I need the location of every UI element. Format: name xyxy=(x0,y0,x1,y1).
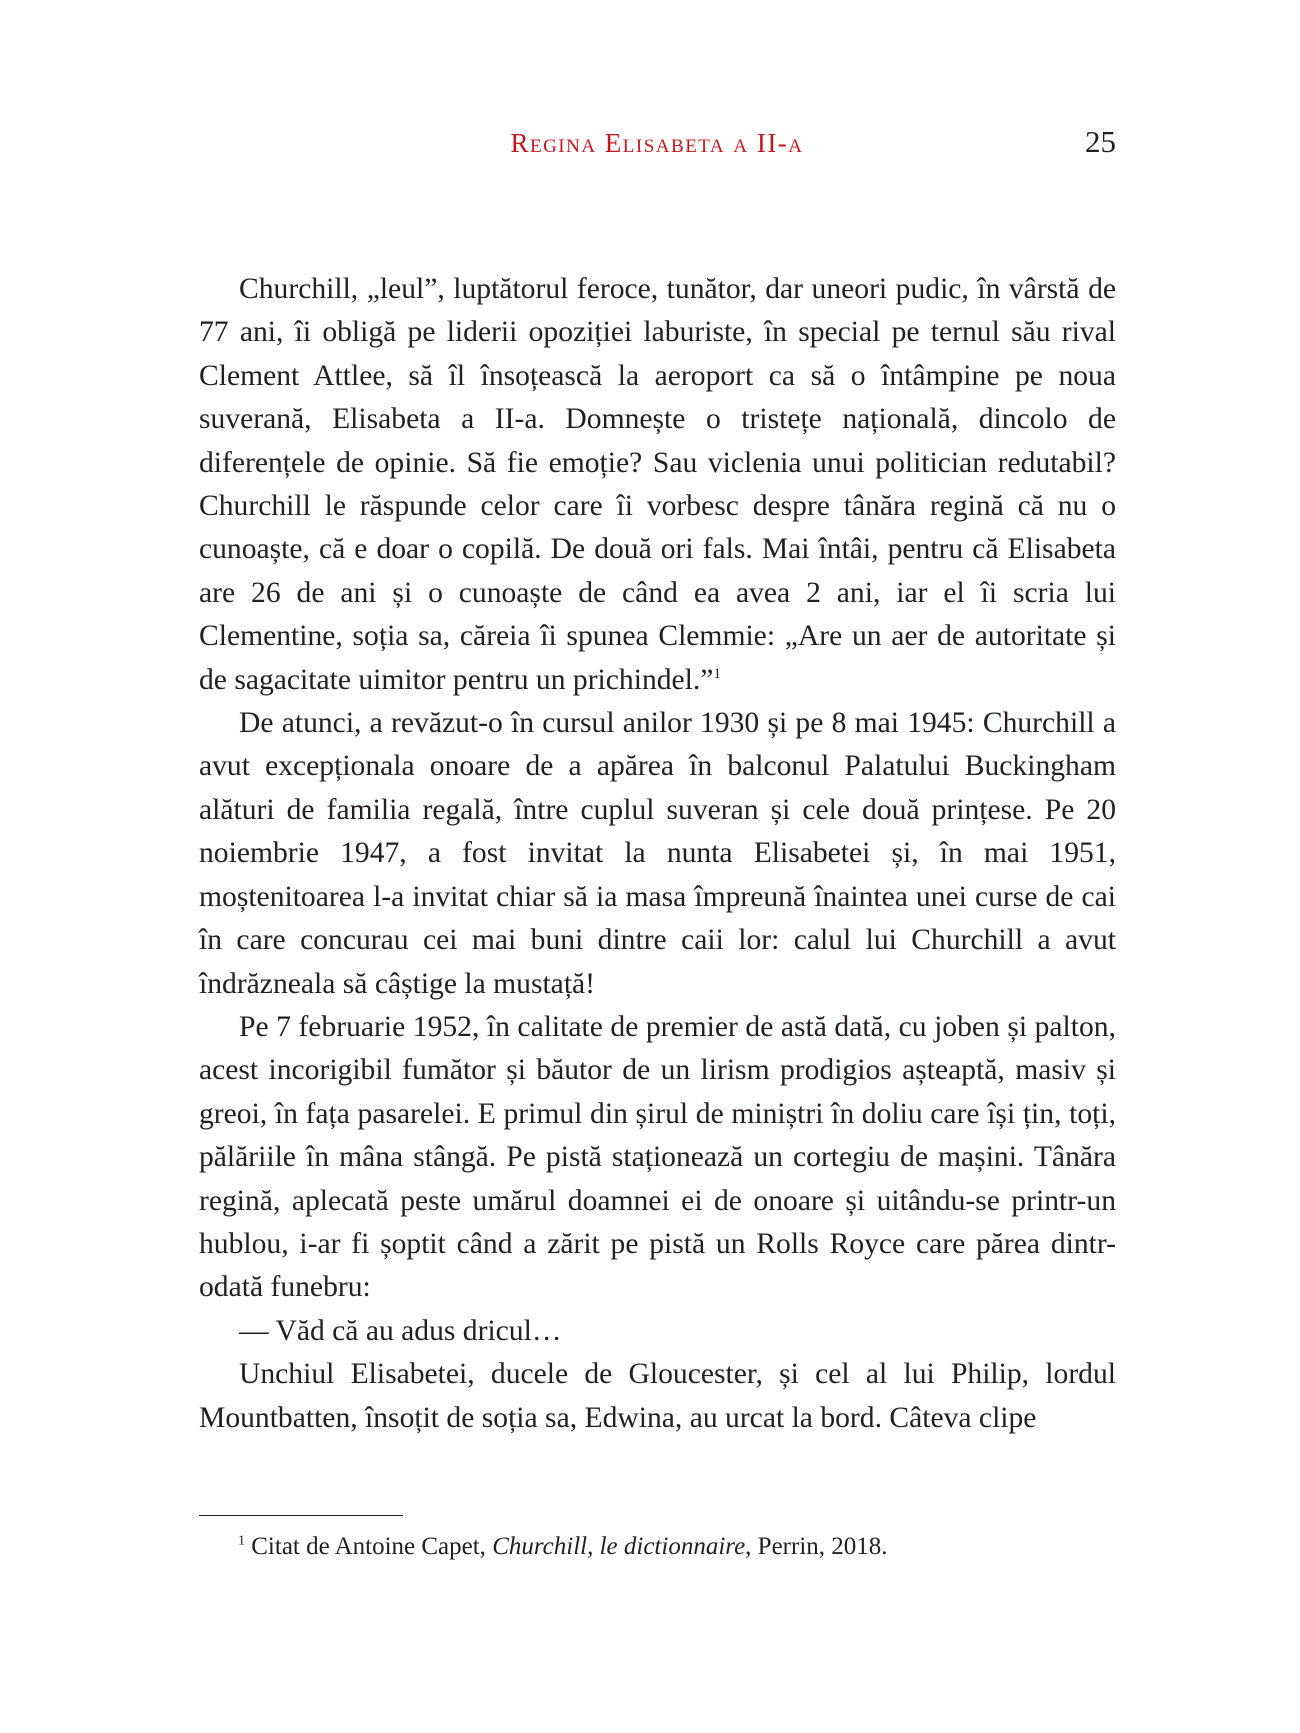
footnote-suffix: , Perrin, 2018. xyxy=(745,1533,888,1560)
page-header xyxy=(198,124,1116,168)
paragraph: Pe 7 februarie 1952, în calitate de premier de astă dată, cu joben și palton, acest incorigibil fumător și băutor de un lirism prodigios așteaptă, masiv și greoi, în fața pasarelei. E primul din șirul de miniștri în doliu care își țin, toți, pălăriile în mâna stângă. Pe pistă staționează un cortegiu de mașini. Tânăra regină, aplecată peste umărul doamnei ei de onoare și uitându-se printr-un hublou, i-ar fi șoptit când a zărit pe pistă un Rolls Royce care părea dintr-odată funebru: xyxy=(199,1010,1116,1304)
footnote-title: Churchill, le dictionnaire xyxy=(492,1533,746,1560)
paragraph: Unchiul Elisabetei, ducele de Gloucester, și cel al lui Philip, lordul Mountbatten, însoțit de soția sa, Edwina, au urcat la bord. Câteva clipe xyxy=(199,1358,1116,1434)
footnote-divider xyxy=(199,1515,403,1516)
footnote xyxy=(238,1531,1116,1563)
footnote-reference: 1 xyxy=(713,665,721,682)
paragraph-dialogue: — Văd că au adus dricul… xyxy=(239,1314,562,1347)
running-title: Regina Elisabeta a II-a xyxy=(510,128,804,158)
main-text xyxy=(199,268,1116,1440)
paragraph: De atunci, a revăzut-o în cursul anilor 1930 și pe 8 mai 1945: Churchill a avut excepționala onoare de a apărea în balconul Palatului Buckingham alături de familia regală, între cuplul suveran și cele două prințese. Pe 20 noiembrie 1947, a fost invitat la nunta Elisabetei și, în mai 1951, moștenitoarea l-a invitat chiar să ia masa împreună înaintea unei curse de cai în care concurau cei mai buni dintre caii lor: calul lui Churchill a avut îndrăzneala să câștige la mustață! xyxy=(199,707,1116,1000)
page-number: 25 xyxy=(1085,124,1116,159)
footnote-number: 1 xyxy=(238,1533,245,1549)
paragraph-text: Churchill, „leul”, luptătorul feroce, tunător, dar uneori pudic, în vârstă de 77 ani, îi obligă pe liderii opoziției laburiste, în special pe ternul său rival Clement Attlee, să îl însoțească la aeroport ca să o întâmpine pe noua suverană, Elisabeta a II-a. Domnește o tristețe națională, dincolo de diferențele de opinie. Să fie emoție? Sau viclenia unui politician redutabil? Churchill le răspunde celor care îi vorbesc despre tânăra regină că nu o cunoaște, că e doar o copilă. De două ori fals. Mai întâi, pentru că Elisabeta are 26 de ani și o cunoaște de când ea avea 2 ani, iar el îi scria lui Clementine, soția sa, căreia îi spunea Clemmie: „Are un aer de autoritate și de sagacitate uimitor pentru un prichindel.” xyxy=(199,273,1116,696)
paragraph xyxy=(199,268,1116,702)
footnote-prefix: Citat de Antoine Capet, xyxy=(251,1533,493,1560)
